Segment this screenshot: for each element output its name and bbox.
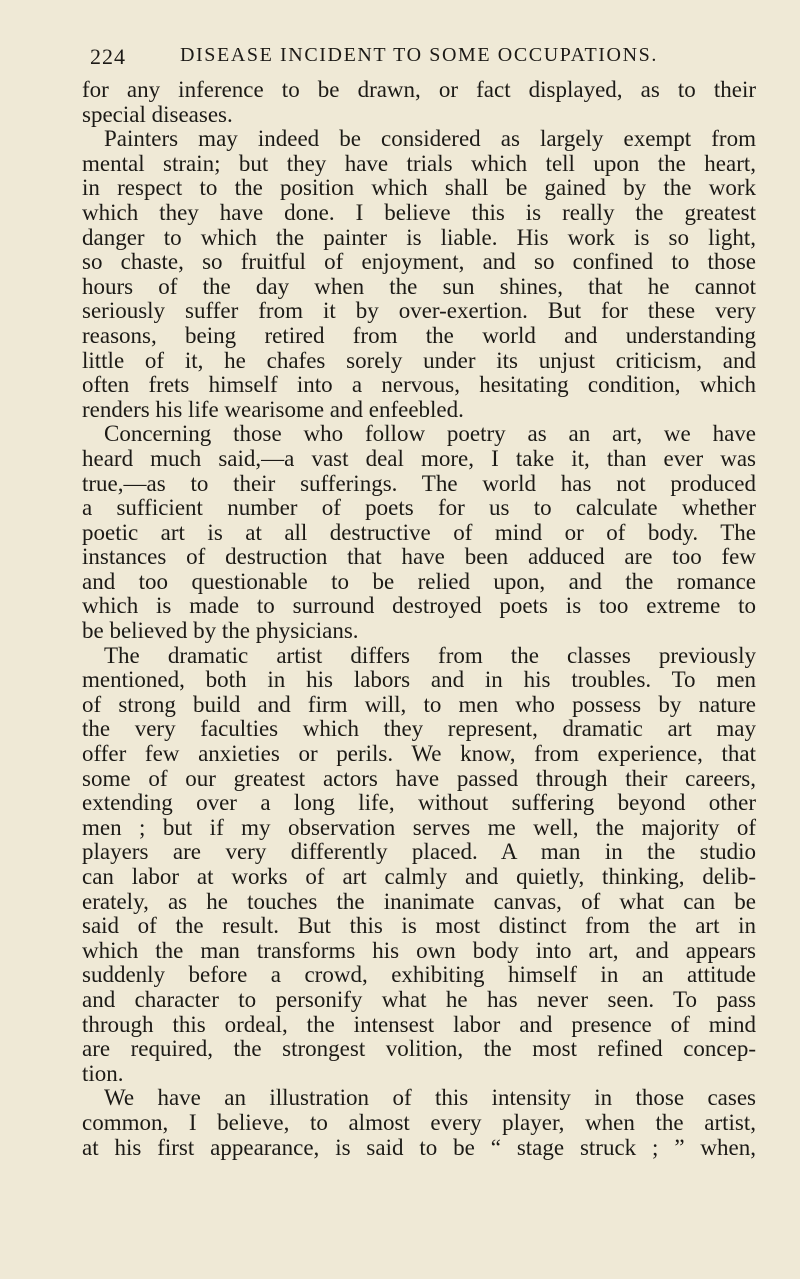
text-line: which they have done. I believe this is really the greatest [82,199,756,225]
text-line: through this ordeal, the intensest labor and presence of mind [82,1011,756,1037]
text-line: extending over a long life, without suffering beyond other [82,790,756,816]
text-line: for any inference to be drawn, or fact displayed, as to their [82,77,756,102]
text-line: which the man transforms his own body into art, and appears [82,937,756,963]
text-line: and character to personify what he has never seen. To pass [82,986,756,1012]
text-line: are required, the strongest volition, the most refined concep- [82,1036,756,1062]
text-line: often frets himself into a nervous, hesitating condition, which [82,372,756,398]
text-line: at his first appearance, is said to be “ stage struck ; ” when, [82,1134,756,1160]
text-line: can labor at works of art calmly and quietly, thinking, delib- [82,864,756,889]
text-line: We have an illustration of this intensity in those cases [104,1085,756,1111]
text-line: hours of the day when the sun shines, that he cannot [82,273,756,299]
text-line: the very faculties which they represent, dramatic art may [82,716,756,742]
text-line: of strong build and firm will, to men who possess by nature [82,691,756,717]
text-line: be believed by the physicians. [82,618,359,644]
text-line: men ; but if my observation serves me well, the majority of [82,814,756,840]
text-line: The dramatic artist differs from the classes previously [104,642,756,668]
text-line: Painters may indeed be considered as largely exempt from [104,126,756,152]
text-line: said of the result. But this is most distinct from the art in [82,913,756,939]
text-line: and too questionable to be relied upon, and the romance [82,568,756,594]
text-line: danger to which the painter is liable. His work is so light, [82,224,756,250]
text-line: heard much said,—a vast deal more, I take it, than ever was [82,445,756,471]
text-line: Concerning those who follow poetry as an art, we have [104,421,756,447]
text-line: true,—as to their sufferings. The world has not produced [82,470,756,496]
text-line: offer few anxieties or perils. We know, from experience, that [82,741,756,767]
text-line: seriously suffer from it by over-exertion. But for these very [82,298,756,324]
text-line: suddenly before a crowd, exhibiting himself in an attitude [82,962,756,988]
running-title: DISEASE INCIDENT TO SOME OCCUPATIONS. [180,44,658,66]
text-line: little of it, he chafes sorely under its unjust criticism, and [82,347,756,373]
text-line: in respect to the position which shall be gained by the work [82,175,756,201]
text-line: a sufficient number of poets for us to calculate whether [82,495,756,521]
text-line: special diseases. [82,101,233,127]
text-line: reasons, being retired from the world and understanding [82,322,756,348]
text-line: tion. [82,1060,124,1086]
text-line: common, I believe, to almost every player, when the artist, [82,1109,756,1135]
running-head [90,44,750,72]
page-number: 224 [90,44,126,69]
text-line: players are very differently placed. A man in the studio [82,839,756,865]
body-text [82,78,756,1160]
text-line: mental strain; but they have trials which tell upon the heart, [82,150,756,176]
text-line: mentioned, both in his labors and in his troubles. To men [82,667,756,693]
text-line: so chaste, so fruitful of enjoyment, and so confined to those [82,249,756,275]
text-line: instances of destruction that have been adduced are too few [82,544,756,570]
text-line: some of our greatest actors have passed through their careers, [82,765,756,791]
text-line: which is made to surround destroyed poets is too extreme to [82,593,756,619]
text-line: erately, as he touches the inanimate canvas, of what can be [82,888,756,914]
text-line: poetic art is at all destructive of mind or of body. The [82,519,756,545]
text-line: renders his life wearisome and enfeebled. [82,396,464,422]
